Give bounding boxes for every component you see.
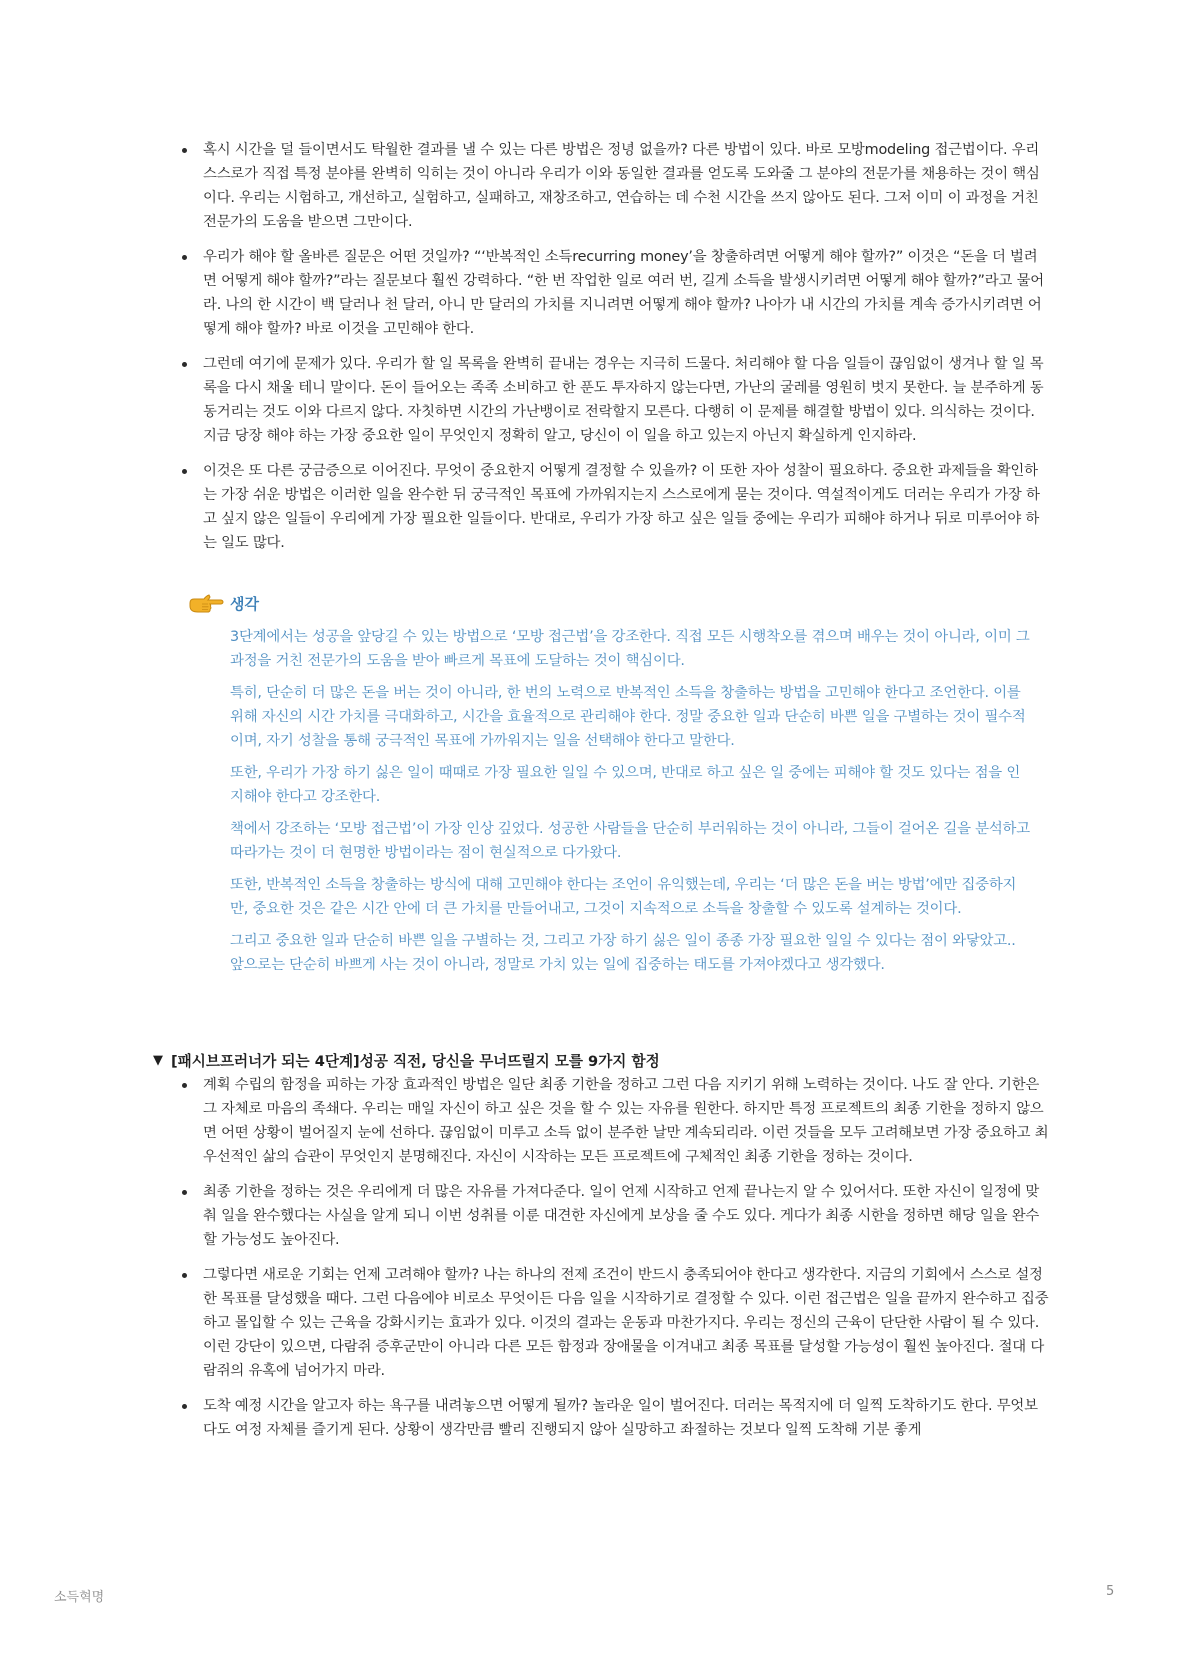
list-item: 그렇다면 새로운 기회는 언제 고려해야 할까? 나는 하나의 전제 조건이 반드시 충족되어야 한다고 생각한다. 지금의 기회에서 스스로 설정한 목표를 달성했을 때다. 그런 다음에야 비로소 무엇이든 다음 일을 시작하기로 결정할 수 있다. 이런 접근법은 일을 끝까지 완수하고 집중하고 몰입할 수 있는 근육을 강화시키는 효과가 있다. 이것의 결과는 운동과 마찬가지다. 우리는 정신의 근육이 단단한 사람이 될 수 있다. 이런 강단이 있으면, 다람쥐 증후군만이 아니라 다른 모든 함정과 장애물을 이겨내고 최종 목표를 달성할 가능성이 훨씬 높아진다. 절대 다람쥐의 유혹에 넘어가지 마라. xyxy=(180,1263,1050,1383)
list-item: 최종 기한을 정하는 것은 우리에게 더 많은 자유를 가져다준다. 일이 언제 시작하고 언제 끝나는지 알 수 있어서다. 또한 자신이 일정에 맞춰 일을 완수했다는 사실을 알게 되니 이번 성취를 이룬 대견한 자신에게 보상을 줄 수도 있다. 게다가 최종 시한을 정하면 해당 일을 완수할 가능성도 높아진다. xyxy=(180,1180,1050,1252)
list-item: 혹시 시간을 덜 들이면서도 탁월한 결과를 낼 수 있는 다른 방법은 정녕 없을까? 다른 방법이 있다. 바로 모방modeling 접근법이다. 우리 스스로가 직접 특정 분야를 완벽히 익히는 것이 아니라 우리가 이와 동일한 결과를 얻도록 도와줄 그 분야의 전문가를 채용하는 것이 핵심이다. 우리는 시험하고, 개선하고, 실험하고, 실패하고, 재창조하고, 연습하는 데 수천 시간을 쓰지 않아도 된다. 그저 이미 이 과정을 거친 전문가의 도움을 받으면 그만이다. xyxy=(180,138,1050,234)
list-item: 계획 수립의 함정을 피하는 가장 효과적인 방법은 일단 최종 기한을 정하고 그런 다음 지키기 위해 노력하는 것이다. 나도 잘 안다. 기한은 그 자체로 마음의 족쇄다. 우리는 매일 자신이 하고 싶은 것을 할 수 있는 자유를 원한다. 하지만 특정 프로젝트의 최종 기한을 정하지 않으면 어떤 상황이 벌어질지 눈에 선하다. 끊임없이 미루고 소득 없이 분주한 날만 계속되리라. 이런 것들을 모두 고려해보면 가장 중요하고 최우선적인 삶의 습관이 무엇인지 분명해진다. 자신이 시작하는 모든 프로젝트에 구체적인 최종 기한을 정하는 것이다. xyxy=(180,1073,1050,1169)
callout-paragraph: 또한, 우리가 가장 하기 싫은 일이 때때로 가장 필요한 일일 수 있으며, 반대로 하고 싶은 일 중에는 피해야 할 것도 있다는 점을 인지해야 한다고 강조한다. xyxy=(230,765,1021,805)
callout-paragraph: 3단계에서는 성공을 앞당길 수 있는 방법으로 ‘모방 접근법’을 강조한다. 직접 모든 시행착오를 겪으며 배우는 것이 아니라, 이미 그 과정을 거친 전문가의 도움을 받아 빠르게 목표에 도달하는 것이 핵심이다. xyxy=(230,629,1030,669)
bullet-list-section xyxy=(180,1073,1050,1442)
callout-body xyxy=(230,625,1030,977)
callout-paragraph: 또한, 반복적인 소득을 창출하는 방식에 대해 고민해야 한다는 조언이 유익했는데, 우리는 ‘더 많은 돈을 버는 방법’에만 집중하지만, 중요한 것은 같은 시간 안에 더 큰 가치를 만들어내고, 그것이 지속적으로 소득을 창출할 수 있도록 설계하는 것이다. xyxy=(230,877,1017,917)
toggle-triangle-icon[interactable]: ▼ xyxy=(153,1052,163,1068)
list-item: 그런데 여기에 문제가 있다. 우리가 할 일 목록을 완벽히 끝내는 경우는 지극히 드물다. 처리해야 할 다음 일들이 끊임없이 생겨나 할 일 목록을 다시 채울 테니 말이다. 돈이 들어오는 족족 소비하고 한 푼도 투자하지 않는다면, 가난의 굴레를 영원히 벗지 못한다. 늘 분주하게 동동거리는 것도 이와 다르지 않다. 자칫하면 시간의 가난뱅이로 전락할지 모른다. 다행히 이 문제를 해결할 방법이 있다. 의식하는 것이다. 지금 당장 해야 하는 가장 중요한 일이 무엇인지 정확히 알고, 당신이 이 일을 하고 있는지 아닌지 확실하게 인지하라. xyxy=(180,352,1050,448)
callout-paragraph: 특히, 단순히 더 많은 돈을 버는 것이 아니라, 한 번의 노력으로 반복적인 소득을 창출하는 방법을 고민해야 한다고 조언한다. 이를 위해 자신의 시간 가치를 극대화하고, 시간을 효율적으로 관리해야 한다. 정말 중요한 일과 단순히 바쁜 일을 구별하는 것이 필수적이며, 자기 성찰을 통해 궁극적인 목표에 가까워지는 일을 선택해야 한다고 말한다. xyxy=(230,685,1026,749)
footer-book-title: 소득혁명 xyxy=(54,1590,105,1605)
pointing-hand-icon xyxy=(188,591,224,615)
callout-header xyxy=(188,589,1050,617)
callout-title: 생각 xyxy=(230,594,259,613)
list-item: 도착 예정 시간을 알고자 하는 욕구를 내려놓으면 어떻게 될까? 놀라운 일이 벌어진다. 더러는 목적지에 더 일찍 도착하기도 한다. 무엇보다도 여정 자체를 즐기게 된다. 상황이 생각만큼 빨리 진행되지 않아 실망하고 좌절하는 것보다 일찍 도착해 기분 좋게 xyxy=(180,1394,1050,1442)
callout-paragraph: 그리고 중요한 일과 단순히 바쁜 일을 구별하는 것, 그리고 가장 하기 싫은 일이 종종 가장 필요한 일일 수 있다는 점이 와닿았고.. 앞으로는 단순히 바쁘게 사는 것이 아니라, 정말로 가치 있는 일에 집중하는 태도를 가져야겠다고 생각했다. xyxy=(230,933,1016,973)
callout-paragraph: 책에서 강조하는 ‘모방 접근법’이 가장 인상 깊었다. 성공한 사람들을 단순히 부러워하는 것이 아니라, 그들이 걸어온 길을 분석하고 따라가는 것이 더 현명한 방법이라는 점이 현실적으로 다가왔다. xyxy=(230,821,1030,861)
thought-callout xyxy=(188,589,1050,977)
page-content xyxy=(153,138,1050,1453)
footer-page-number: 5 xyxy=(1106,1584,1115,1599)
list-item: 우리가 해야 할 올바른 질문은 어떤 것일까? “‘반복적인 소득recurring money’을 창출하려면 어떻게 해야 할까?” 이것은 “돈을 더 벌려면 어떻게 해야 할까?”라는 질문보다 훨씬 강력하다. “한 번 작업한 일로 여러 번, 길게 소득을 발생시키려면 어떻게 해야 할까?”라고 물어라. 나의 한 시간이 백 달러나 천 달러, 아니 만 달러의 가치를 지니려면 어떻게 해야 할까? 나아가 내 시간의 가치를 계속 증가시키려면 어떻게 해야 할까? 바로 이것을 고민해야 한다. xyxy=(180,245,1050,341)
section-toggle-heading[interactable] xyxy=(153,1047,1050,1073)
bullet-list-top xyxy=(180,138,1050,555)
section-title: [패시브프러너가 되는 4단계]성공 직전, 당신을 무너뜨릴지 모를 9가지 함정 xyxy=(171,1052,660,1070)
list-item: 이것은 또 다른 궁금증으로 이어진다. 무엇이 중요한지 어떻게 결정할 수 있을까? 이 또한 자아 성찰이 필요하다. 중요한 과제들을 확인하는 가장 쉬운 방법은 이러한 일을 완수한 뒤 궁극적인 목표에 가까워지는지 스스로에게 묻는 것이다. 역설적이게도 더러는 우리가 가장 하고 싶지 않은 일들이 우리에게 가장 필요한 일들이다. 반대로, 우리가 가장 하고 싶은 일들 중에는 우리가 피해야 하거나 뒤로 미루어야 하는 일도 많다. xyxy=(180,459,1050,555)
